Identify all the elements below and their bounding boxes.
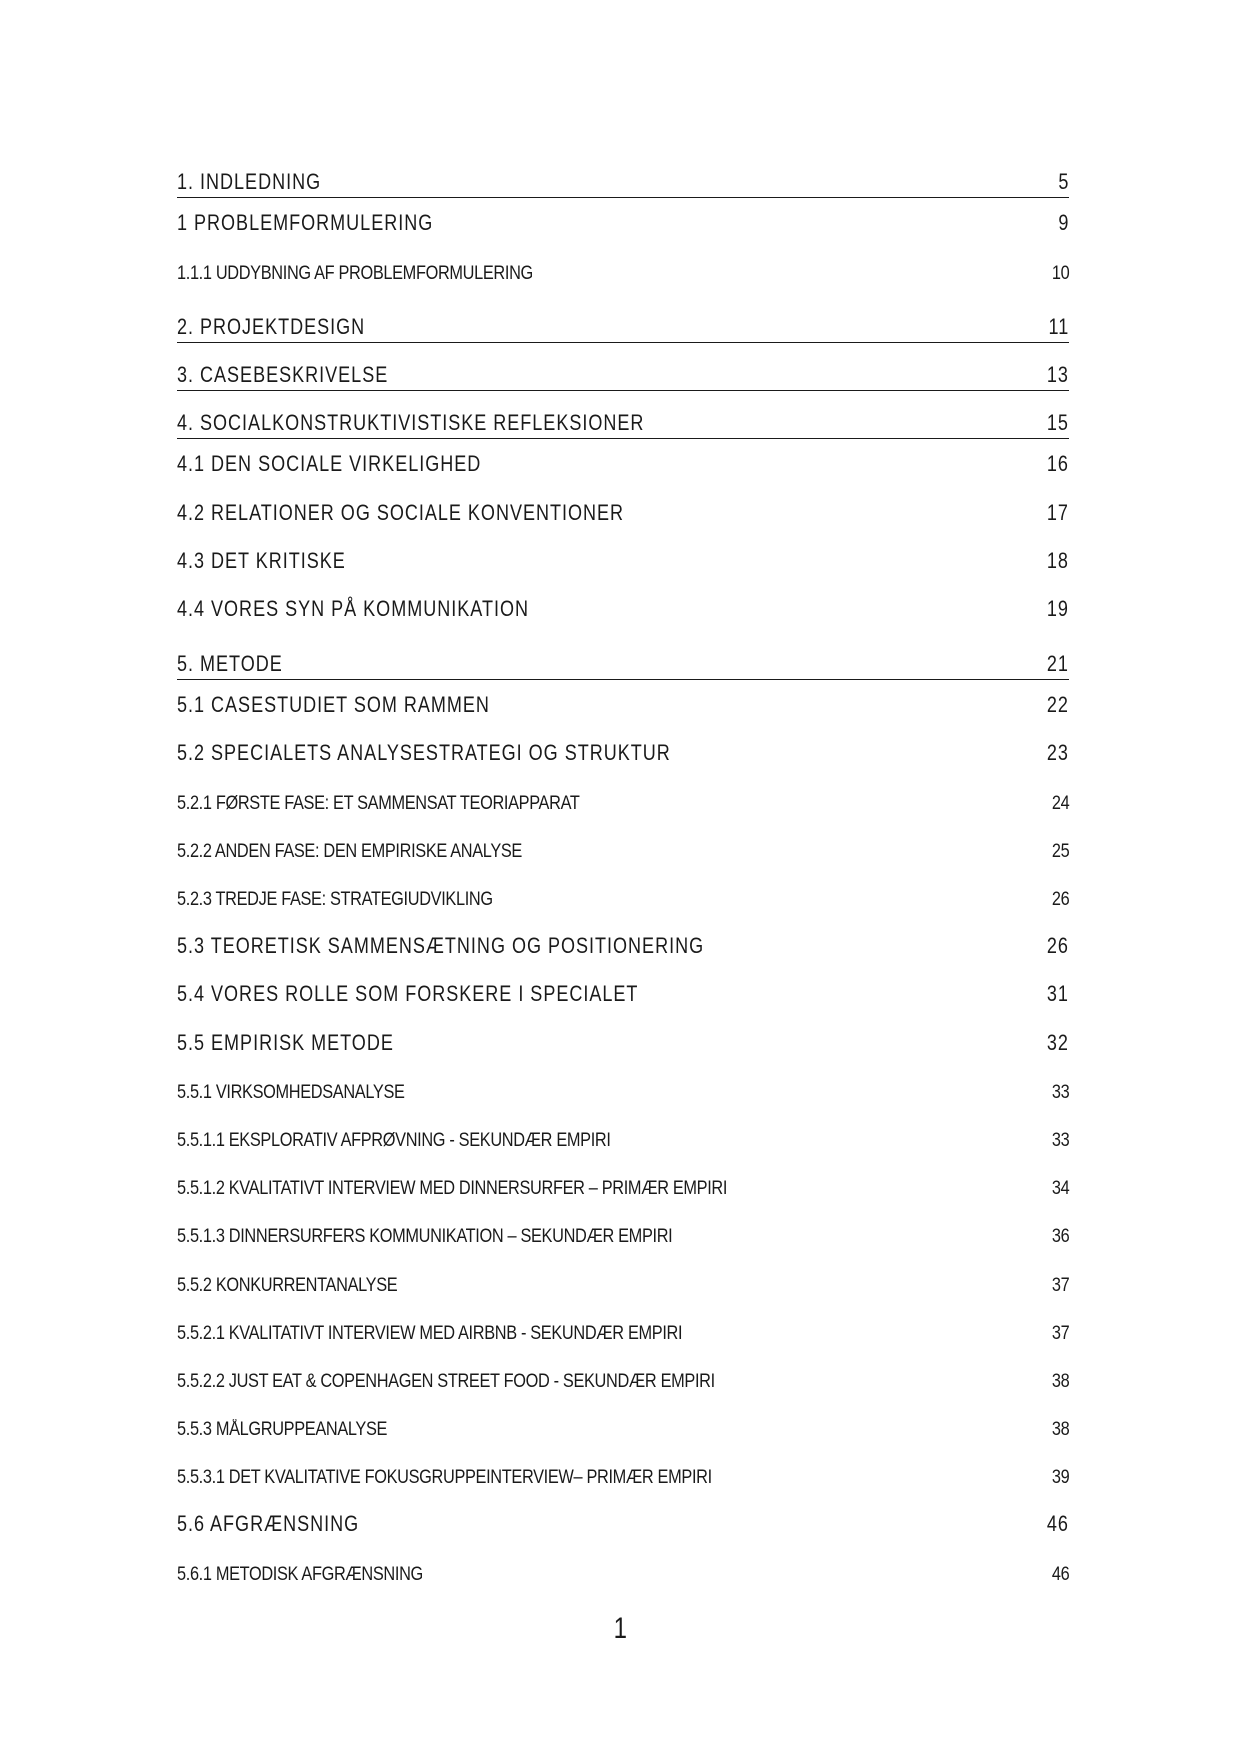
toc-entry[interactable] xyxy=(177,776,1069,824)
toc-entry-title: 5.5.1 VIRKSOMHEDSANALYSE xyxy=(177,1081,405,1103)
toc-entry[interactable] xyxy=(177,1307,1069,1355)
toc-entry[interactable] xyxy=(177,536,1069,584)
toc-entry-page: 37 xyxy=(1051,1322,1069,1344)
toc-entry-title: 5.5.3 MÅLGRUPPEANALYSE xyxy=(177,1419,388,1441)
toc-entry-page: 15 xyxy=(1046,410,1069,436)
toc-entry-page: 16 xyxy=(1046,451,1069,477)
toc-entry-title: 4. SOCIALKONSTRUKTIVISTISKE REFLEKSIONER xyxy=(177,410,645,436)
toc-entry-title: 5.5.1.1 EKSPLORATIV AFPRØVNING - SEKUNDÆR EMPIRI xyxy=(177,1129,611,1151)
toc-entry-title: 4.2 RELATIONER OG SOCIALE KONVENTIONER xyxy=(177,499,625,525)
toc-entry-title: 5.5.2 KONKURRENTANALYSE xyxy=(177,1274,398,1296)
toc-entry-page: 46 xyxy=(1046,1511,1069,1537)
toc-entry-title: 1 PROBLEMFORMULERING xyxy=(177,210,434,236)
toc-entry-page: 38 xyxy=(1051,1370,1069,1392)
toc-entry[interactable] xyxy=(177,246,1069,294)
toc-entry-title: 1.1.1 UDDYBNING AF PROBLEMFORMULERING xyxy=(177,262,533,284)
toc-entry[interactable] xyxy=(177,1547,1069,1595)
toc-entry[interactable] xyxy=(177,969,1069,1017)
toc-entry-title: 2. PROJEKTDESIGN xyxy=(177,313,366,339)
toc-entry[interactable] xyxy=(177,487,1069,535)
toc-entry-title: 5.5.2.1 KVALITATIVT INTERVIEW MED AIRBNB - SEKUNDÆR EMPIRI xyxy=(177,1322,683,1344)
toc-entry[interactable] xyxy=(177,1499,1069,1547)
page-number-text: 1 xyxy=(613,1612,627,1645)
toc-entry[interactable] xyxy=(177,825,1069,873)
toc-entry-page: 33 xyxy=(1051,1129,1069,1151)
toc-entry[interactable] xyxy=(177,1355,1069,1403)
toc-entry-title: 5.5.2.2 JUST EAT & COPENHAGEN STREET FOOD - SEKUNDÆR EMPIRI xyxy=(177,1370,715,1392)
toc-entry[interactable] xyxy=(177,1017,1069,1065)
toc-entry-title: 5.2.3 TREDJE FASE: STRATEGIUDVIKLING xyxy=(177,889,493,910)
toc-entry[interactable] xyxy=(177,873,1069,921)
toc-entry-page: 9 xyxy=(1057,210,1069,236)
toc-entry[interactable] xyxy=(177,198,1069,246)
toc-entry[interactable] xyxy=(177,680,1069,728)
toc-entry-page: 37 xyxy=(1051,1274,1069,1296)
toc-entry[interactable] xyxy=(177,295,1069,343)
toc-entry-page: 38 xyxy=(1051,1419,1069,1441)
toc-entry-title: 5.1 CASESTUDIET SOM RAMMEN xyxy=(177,692,490,718)
toc-entry-page: 36 xyxy=(1051,1226,1069,1248)
toc-entry[interactable] xyxy=(177,584,1069,632)
toc-entry[interactable] xyxy=(177,343,1069,391)
toc-entry-title: 5.6.1 METODISK AFGRÆNSNING xyxy=(177,1563,423,1585)
toc-entry-page: 32 xyxy=(1046,1029,1069,1055)
toc-entry-title: 5.6 AFGRÆNSNING xyxy=(177,1511,360,1537)
toc-entry-page: 31 xyxy=(1046,981,1069,1007)
toc-entry-title: 5.2.1 FØRSTE FASE: ET SAMMENSAT TEORIAPPARAT xyxy=(177,792,580,814)
toc-entry-page: 19 xyxy=(1046,595,1069,621)
toc-entry[interactable] xyxy=(177,150,1069,198)
toc-entry-page: 34 xyxy=(1051,1178,1069,1200)
toc-entry[interactable] xyxy=(177,1162,1069,1210)
toc-entry-title: 5.5.3.1 DET KVALITATIVE FOKUSGRUPPEINTERVIEW– PRIMÆR EMPIRI xyxy=(177,1467,712,1489)
toc-entry-page: 23 xyxy=(1046,740,1069,766)
toc-entry-page: 33 xyxy=(1051,1081,1069,1103)
toc-entry[interactable] xyxy=(177,391,1069,439)
toc-entry[interactable] xyxy=(177,1258,1069,1306)
toc-entry-title: 4.4 VORES SYN PÅ KOMMUNIKATION xyxy=(177,595,529,621)
toc-entry[interactable] xyxy=(177,921,1069,969)
toc-entry[interactable] xyxy=(177,1403,1069,1451)
toc-entry[interactable] xyxy=(177,1451,1069,1499)
toc-entry-title: 5. METODE xyxy=(177,651,283,677)
toc-entry-title: 1. INDLEDNING xyxy=(177,169,322,195)
toc-entry-title: 5.5.1.2 KVALITATIVT INTERVIEW MED DINNERSURFER – PRIMÆR EMPIRI xyxy=(177,1178,728,1200)
toc-entry-title: 5.5.1.3 DINNERSURFERS KOMMUNIKATION – SEKUNDÆR EMPIRI xyxy=(177,1226,673,1248)
toc-entry-page: 21 xyxy=(1046,651,1069,677)
toc-entry-title: 3. CASEBESKRIVELSE xyxy=(177,361,389,387)
toc-entry-page: 5 xyxy=(1057,169,1069,195)
toc-entry-page: 22 xyxy=(1046,692,1069,718)
toc-entry[interactable] xyxy=(177,439,1069,487)
table-of-contents xyxy=(177,150,1069,1596)
toc-entry-page: 10 xyxy=(1051,262,1069,284)
toc-entry-page: 46 xyxy=(1051,1563,1069,1585)
toc-entry-page: 17 xyxy=(1046,499,1069,525)
toc-entry-title: 5.5 EMPIRISK METODE xyxy=(177,1029,394,1055)
toc-entry-page: 11 xyxy=(1048,313,1069,339)
toc-entry-page: 39 xyxy=(1051,1467,1069,1489)
toc-entry-title: 5.2 SPECIALETS ANALYSESTRATEGI OG STRUKTUR xyxy=(177,740,671,766)
toc-entry-title: 4.3 DET KRITISKE xyxy=(177,547,346,573)
toc-entry-page: 25 xyxy=(1051,840,1069,862)
toc-entry-title: 5.4 VORES ROLLE SOM FORSKERE I SPECIALET xyxy=(177,981,639,1007)
toc-entry[interactable] xyxy=(177,1210,1069,1258)
toc-entry[interactable] xyxy=(177,1114,1069,1162)
toc-entry[interactable] xyxy=(177,632,1069,680)
page-number xyxy=(0,1612,1240,1646)
toc-entry-title: 4.1 DEN SOCIALE VIRKELIGHED xyxy=(177,451,482,477)
toc-entry[interactable] xyxy=(177,1066,1069,1114)
toc-entry-page: 13 xyxy=(1046,361,1069,387)
toc-entry[interactable] xyxy=(177,728,1069,776)
toc-entry-title: 5.3 TEORETISK SAMMENSÆTNING OG POSITIONERING xyxy=(177,933,705,959)
toc-entry-page: 26 xyxy=(1051,889,1069,910)
toc-entry-title: 5.2.2 ANDEN FASE: DEN EMPIRISKE ANALYSE xyxy=(177,840,522,862)
toc-entry-page: 26 xyxy=(1046,933,1069,959)
toc-entry-page: 24 xyxy=(1051,792,1069,814)
toc-entry-page: 18 xyxy=(1046,547,1069,573)
